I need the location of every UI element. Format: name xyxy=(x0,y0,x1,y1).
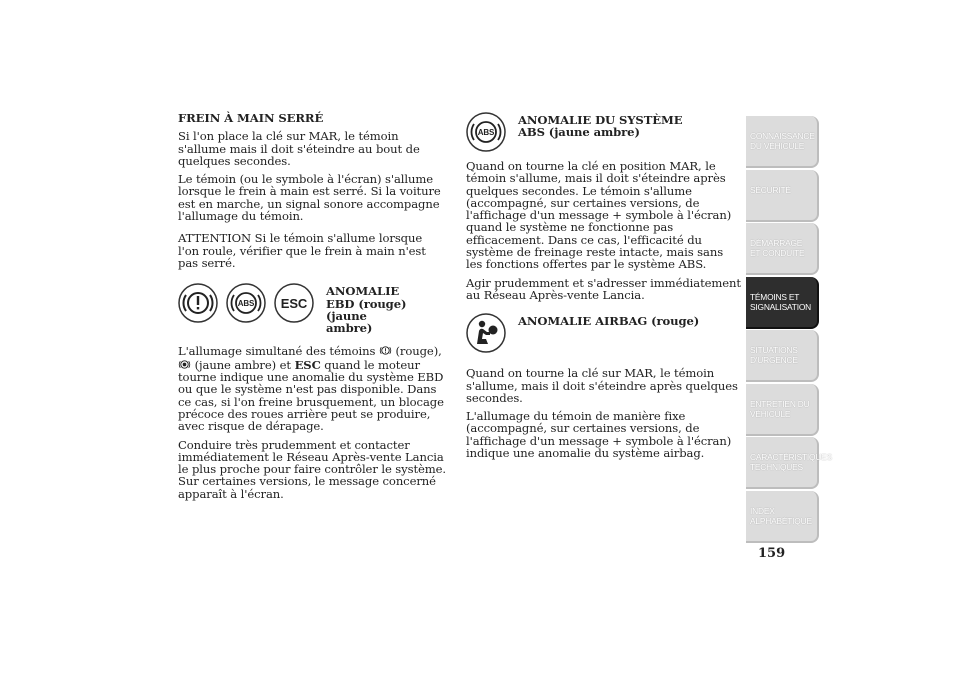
abs-icon-text: ABS xyxy=(237,299,255,309)
brake-inline-icon xyxy=(379,344,392,357)
ebd-icon-row xyxy=(178,283,446,334)
tab-situations-d-urgence[interactable]: SITUATIONS D'URGENCE xyxy=(746,330,819,382)
handbrake-paragraph-3: ATTENTION Si le témoin s'allume lorsque l'on roule, vérifier que le frein à main n'est pas serré. xyxy=(178,231,426,270)
abs-heading: ANOMALIE DU SYSTÈME ABS (jaune ambre) xyxy=(518,113,683,140)
handbrake-heading: FREIN À MAIN SERRÉ xyxy=(178,111,324,125)
abs-heading-icon-text: ABS xyxy=(477,128,495,137)
airbag-paragraph-1: Quand on tourne la clé sur MAR, le témoin s'allume, mais il doit s'éteindre après quelques secondes. xyxy=(466,366,738,405)
abs-paragraph-1: Quand on tourne la clé en position MAR, le témoin s'allume, mais il doit s'éteindre après quelques secondes. Le témoin s'allume (accompagné, sur certaines versions, de l'affichage d'un message + symbole à l'écran) quand le système ne fonctionne pas efficacement. Dans ce cas, l'efficacité du système de freinage reste intacte, mais sans les fonctions offertes par le système ABS. xyxy=(466,159,732,272)
ebd-p1-esc: ESC xyxy=(294,357,321,372)
tab-securite[interactable]: SÉCURITÉ xyxy=(746,170,819,222)
abs-paragraph-2: Agir prudemment et s'adresser immédiatement au Réseau Après-vente Lancia. xyxy=(466,275,741,302)
left-column xyxy=(178,112,446,506)
airbag-heading-block xyxy=(466,313,742,353)
right-column xyxy=(466,112,742,465)
tab-entretien-du-vehicule[interactable]: ENTRETIEN DU VÉHICULE xyxy=(746,384,819,436)
ebd-p1-part-d: quand le moteur tourne indique une anomalie du système EBD ou que le système n'est pas disponible. Dans ce cas, si l'on freine brusquement, un blocage précoce des roues arrière peut se produire, avec risque de dérapage. xyxy=(178,357,444,434)
abs-icon xyxy=(466,112,506,152)
tab-index-alphabetique[interactable]: INDEX ALPHABÉTIQUE xyxy=(746,491,819,543)
page-number: 159 xyxy=(758,546,786,561)
abs-warning-icon xyxy=(226,283,266,323)
esc-warning-icon xyxy=(274,283,314,323)
airbag-icon xyxy=(466,313,506,353)
esc-icon-text: ESC xyxy=(280,296,308,312)
ebd-p1-part-a: L'allumage simultané des témoins xyxy=(178,344,376,359)
ebd-paragraph-2: Conduire très prudemment et contacter immédiatement le Réseau Après-vente Lancia le plus proche pour faire contrôler le système. Sur certaines versions, le message concerné apparaît à l'écran. xyxy=(178,437,447,501)
tab-demarrage-et-conduite[interactable]: DÉMARRAGE ET CONDUITE xyxy=(746,223,819,275)
handbrake-paragraph-1: Si l'on place la clé sur MAR, le témoin s'allume mais il doit s'éteindre au bout de quelques secondes. xyxy=(178,129,420,168)
brake-warning-icon xyxy=(178,283,218,323)
tab-temoins-et-signalisation[interactable]: TÉMOINS ET SIGNALISATION xyxy=(746,277,819,329)
chapter-tab-strip xyxy=(746,116,832,544)
tab-caracteristiques-techniques[interactable]: CARACTÉRISTIQUES TECHNIQUES xyxy=(746,437,819,489)
ebd-paragraph-1 xyxy=(178,344,446,432)
tab-connaissance-du-vehicule[interactable]: CONNAISSANCE DU VÉHICULE xyxy=(746,116,819,168)
abs-inline-icon xyxy=(178,358,191,371)
handbrake-paragraph-2: Le témoin (ou le symbole à l'écran) s'allume lorsque le frein à main est serré. Si la voiture est en marche, un signal sonore accompagne l'allumage du témoin. xyxy=(178,172,441,224)
ebd-p1-part-c: (jaune ambre) et xyxy=(194,357,291,372)
ebd-heading: ANOMALIE EBD (rouge) (jaune ambre) xyxy=(326,284,407,336)
ebd-p1-part-b: (rouge), xyxy=(395,344,442,359)
abs-heading-block xyxy=(466,112,742,152)
airbag-paragraph-2: L'allumage du témoin de manière fixe (accompagné, sur certaines versions, de l'affichage d'un message + symbole à l'écran) indique une anomalie du système airbag. xyxy=(466,409,732,461)
airbag-heading: ANOMALIE AIRBAG (rouge) xyxy=(518,314,700,329)
